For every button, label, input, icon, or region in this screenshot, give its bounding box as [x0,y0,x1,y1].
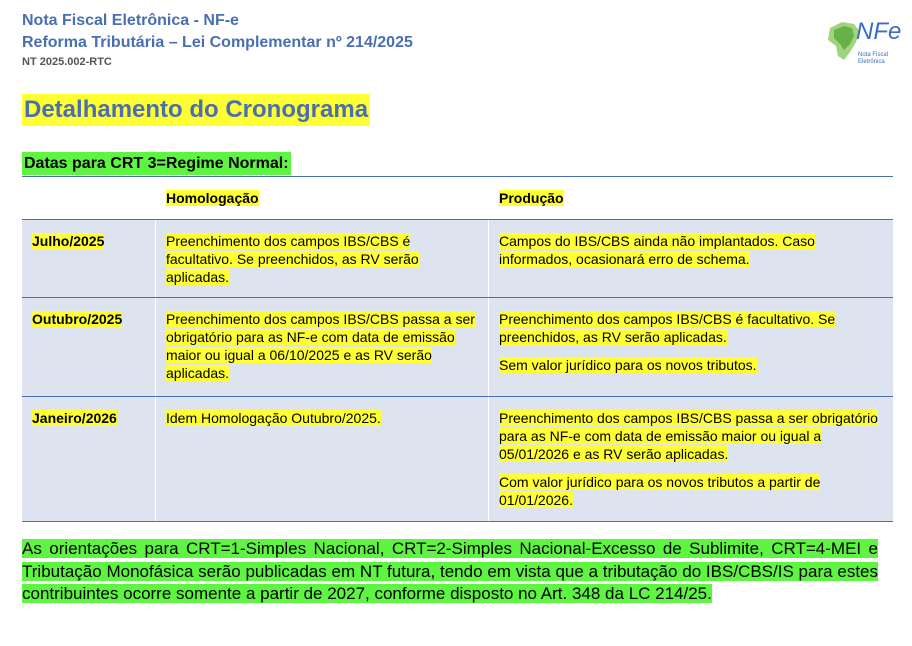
doc-header-title: Nota Fiscal Eletrônica - NF-e [22,12,239,29]
footnote-paragraph: As orientações para CRT=1-Simples Nacional, CRT=2-Simples Nacional-Excesso de Sublimite, CRT=4-MEI e Tributação Monofásica serão publicadas em NT futura, tendo em vista que a tributação do IBS/CBS/IS para estes contribuintes ocorre somente a partir de 2027, conforme disposto no Art. 348 da LC 214/25. [22,539,878,603]
header-cell-period [22,177,156,219]
homologacao-cell: Preenchimento dos campos IBS/CBS é facultativo. Se preenchidos, as RV serão aplicadas. [156,220,489,297]
doc-header-subtitle: Reforma Tributária – Lei Complementar nº 214/2025 [22,34,413,51]
table-row [22,298,893,397]
header-cell-producao: Produção [499,190,564,206]
producao-cell: Preenchimento dos campos IBS/CBS passa a ser obrigatório para as NF-e com data de emissão maior ou igual a 05/01/2026 e as RV serão aplicadas. Com valor jurídico para os novos tributos a partir de 01/01/2026. [489,397,893,521]
subsection-title: Datas para CRT 3=Regime Normal: [22,152,291,175]
period-cell: Janeiro/2026 [22,397,156,521]
producao-cell: Campos do IBS/CBS ainda não implantados. Caso informados, ocasionará erro de schema. [489,220,893,297]
nfe-logo [820,14,900,74]
homologacao-cell: Idem Homologação Outubro/2025. [156,397,489,521]
period-cell: Julho/2025 [22,220,156,297]
table-row [22,397,893,522]
doc-header-code: NT 2025.002-RTC [22,56,112,68]
table-header-row [22,177,893,220]
schedule-table [22,176,893,522]
period-cell: Outubro/2025 [22,298,156,396]
logo-caption: Nota Fiscal Eletrônica [858,52,889,65]
producao-cell: Preenchimento dos campos IBS/CBS é facultativo. Se preenchidos, as RV serão aplicadas. Sem valor jurídico para os novos tributos. [489,298,893,396]
header-cell-homologacao: Homologação [156,177,489,219]
logo-wordmark: NFe [856,18,902,45]
table-row [22,220,893,298]
homologacao-cell: Preenchimento dos campos IBS/CBS passa a ser obrigatório para as NF-e com data de emissão maior ou igual a 06/10/2025 e as RV serão aplicadas. [156,298,489,396]
section-title: Detalhamento do Cronograma [22,94,370,126]
